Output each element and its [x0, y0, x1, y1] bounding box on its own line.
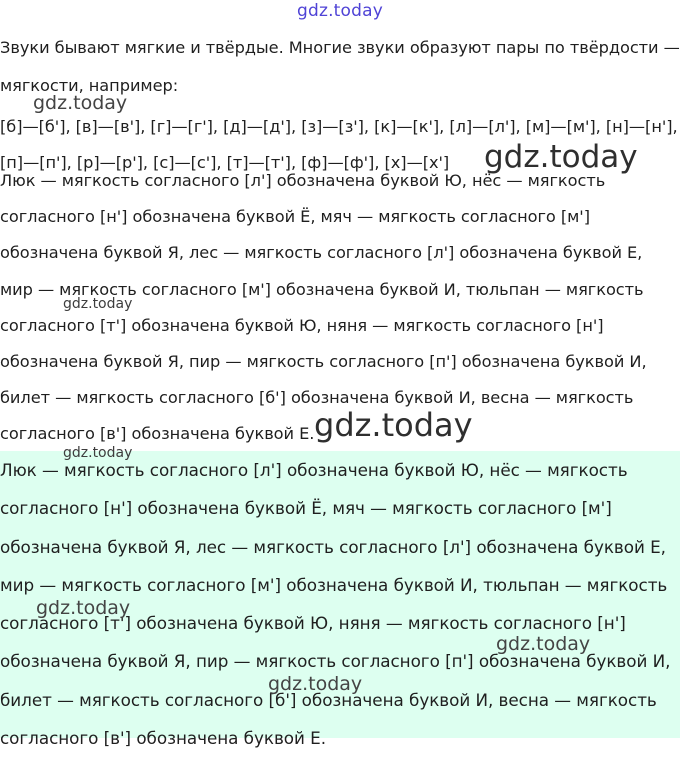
watermark-label: gdz.today [33, 92, 128, 114]
intro-paragraph: Звуки бывают мягкие и твёрдые. Многие звуки образуют пары по твёрдости — мягкости, например: [0, 38, 680, 95]
watermark-label: gdz.today [36, 597, 131, 619]
watermark-label: gdz.today [63, 296, 133, 312]
sound-pairs-paragraph: [б]—[б'], [в]—[в'], [г]—[г'], [д]—[д'], [з]—[з'], [к]—[к'], [л]—[л'], [м]—[м'], [н]—[н'], [п]—[п'], [р]—[р'], [с]—[с'], [т]—[т'], [ф]—[ф'], [х]—[х'] [0, 117, 678, 173]
watermark-label: gdz.today [496, 633, 591, 655]
watermark-label: gdz.today [484, 139, 638, 175]
watermark-label: gdz.today [314, 406, 473, 444]
answer-paragraph: Люк — мягкость согласного [л'] обозначена буквой Ю, нёс — мягкость согласного [н'] обозначена буквой Ё, мяч — мягкость согласного [м'] обозначена буквой Я, лес — мягкость согласного [л'] обозначена буквой Е, мир — мягкость согласного [м'] обозначена буквой И, тюльпан — мягкость согласного [т'] обозначена буквой Ю, няня — мягкость согласного [н'] обозначена буквой Я, пир — мягкость согласного [п'] обозначена буквой И, билет — мягкость согласного [б'] обозначена буквой И, весна — мягкость согласного [в'] обозначена буквой Е. [0, 171, 647, 444]
highlighted-answer-box [0, 451, 680, 749]
watermark-label: gdz.today [63, 445, 133, 461]
watermark-label: gdz.today [268, 673, 363, 695]
top-watermark: gdz.today [296, 1, 384, 21]
highlighted-answer-paragraph: Люк — мягкость согласного [л'] обозначена буквой Ю, нёс — мягкость согласного [н'] обозначена буквой Ё, мяч — мягкость согласного [м'] обозначена буквой Я, лес — мягкость согласного [л'] обозначена буквой Е, мир — мягкость согласного [м'] обозначена буквой И, тюльпан — мягкость согласного [т'] обозначена буквой Ю, няня — мягкость согласного [н'] обозначена буквой Я, пир — мягкость согласного [п'] обозначена буквой И, билет — мягкость согласного [б'] обозначена буквой И, весна — мягкость согласного [в'] обозначена буквой Е. [0, 460, 671, 749]
